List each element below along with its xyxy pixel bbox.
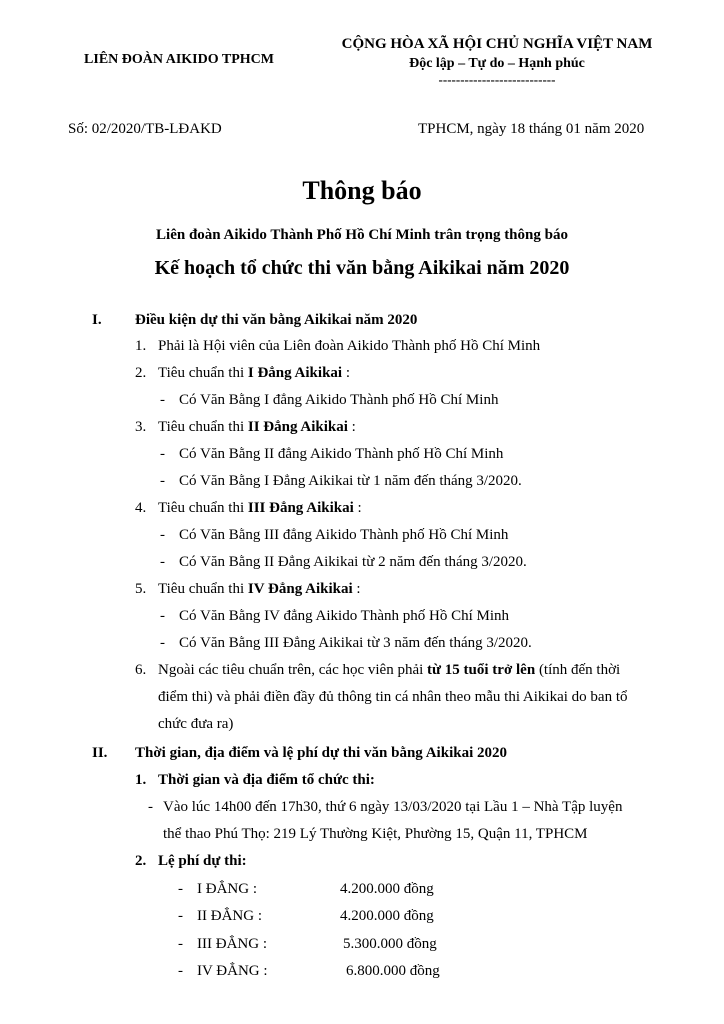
list-item-4-number: 4. (135, 500, 147, 516)
bullet: - (178, 881, 183, 897)
subsection-1-heading: Thời gian và địa điểm tổ chức thi: (158, 772, 375, 788)
bullet: - (160, 554, 165, 570)
plan-title: Kế hoạch tổ chức thi văn bằng Aikikai năm 2020 (154, 257, 570, 279)
list-item-1-text: Phải là Hội viên của Liên đoàn Aikido Thành phố Hồ Chí Minh (158, 338, 541, 354)
list-item-4-bullet-1: Có Văn Bằng III đẳng Aikido Thành phố Hồ Chí Minh (179, 527, 509, 543)
exam-time-place-line-2: thể thao Phú Thọ: 219 Lý Thường Kiệt, Phường 15, Quận 11, TPHCM (163, 826, 588, 842)
bullet: - (160, 473, 165, 489)
fee-amount: 4.200.000 đồng (340, 908, 434, 924)
list-item-6-number: 6. (135, 662, 147, 678)
subsection-1-number: 1. (135, 772, 147, 788)
subsection-2-heading: Lệ phí dự thi: (158, 853, 247, 869)
list-item-5-bullet-1: Có Văn Bằng IV đẳng Aikido Thành phố Hồ Chí Minh (179, 608, 509, 624)
list-item-4-text: Tiêu chuẩn thi III Đẳng Aikikai : (158, 500, 362, 516)
header-separator: --------------------------- (438, 72, 556, 87)
national-header (322, 35, 672, 87)
document-number: Số: 02/2020/TB-LĐAKD (68, 121, 222, 137)
list-item-6-text: Ngoài các tiêu chuẩn trên, các học viên phải từ 15 tuổi trở lên (tính đến thời (158, 662, 621, 678)
exam-time-place-line-1: Vào lúc 14h00 đến 17h30, thứ 6 ngày 13/03/2020 tại Lầu 1 – Nhà Tập luyện (163, 799, 623, 815)
bullet: - (160, 527, 165, 543)
fee-grade: I ĐẲNG : (197, 881, 257, 897)
section-2-heading: Thời gian, địa điểm và lệ phí dự thi văn bằng Aikikai 2020 (135, 745, 507, 761)
page-title: Thông báo (302, 176, 422, 205)
list-item-5-text: Tiêu chuẩn thi IV Đẳng Aikikai : (158, 581, 361, 597)
bullet: - (160, 608, 165, 624)
document-date: TPHCM, ngày 18 tháng 01 năm 2020 (418, 121, 645, 137)
list-item-4-bullet-2: Có Văn Bằng II Đẳng Aikikai từ 2 năm đến tháng 3/2020. (179, 554, 527, 570)
organization-name: LIÊN ĐOÀN AIKIDO TPHCM (84, 52, 274, 67)
country-name: CỘNG HÒA XÃ HỘI CHỦ NGHĨA VIỆT NAM (341, 36, 653, 52)
fee-amount: 4.200.000 đồng (340, 881, 434, 897)
page-subtitle: Liên đoàn Aikido Thành Phố Hồ Chí Minh trân trọng thông báo (156, 227, 568, 243)
list-item-2-number: 2. (135, 365, 147, 381)
bullet: - (148, 799, 153, 815)
fee-amount: 6.800.000 đồng (346, 963, 440, 979)
bullet: - (160, 635, 165, 651)
list-item-3-bullet-2: Có Văn Bằng I Đẳng Aikikai từ 1 năm đến tháng 3/2020. (179, 473, 522, 489)
list-item-6-line-2: điểm thi) và phải điền đầy đủ thông tin cá nhân theo mẫu thi Aikikai do ban tổ (158, 689, 628, 705)
national-motto: Độc lập – Tự do – Hạnh phúc (409, 56, 585, 71)
bullet: - (160, 392, 165, 408)
bullet: - (160, 446, 165, 462)
bullet: - (178, 936, 183, 952)
list-item-3-bullet-1: Có Văn Bằng II đẳng Aikido Thành phố Hồ Chí Minh (179, 446, 504, 462)
fee-amount: 5.300.000 đồng (343, 936, 437, 952)
list-item-3-number: 3. (135, 419, 147, 435)
fee-grade: II ĐẲNG : (197, 908, 262, 924)
list-item-2-text: Tiêu chuẩn thi I Đẳng Aikikai : (158, 365, 351, 381)
list-item-3-text: Tiêu chuẩn thi II Đẳng Aikikai : (158, 419, 356, 435)
fee-grade: III ĐẲNG : (197, 936, 267, 952)
list-item-2-bullet-1: Có Văn Bằng I đẳng Aikido Thành phố Hồ Chí Minh (179, 392, 499, 408)
list-item-5-number: 5. (135, 581, 147, 597)
list-item-5-bullet-2: Có Văn Bằng III Đẳng Aikikai từ 3 năm đến tháng 3/2020. (179, 635, 532, 651)
bullet: - (178, 908, 183, 924)
section-1-heading: Điều kiện dự thi văn bằng Aikikai năm 2020 (135, 312, 418, 328)
bullet: - (178, 963, 183, 979)
list-item-1-number: 1. (135, 338, 147, 354)
fee-grade: IV ĐẲNG : (197, 963, 268, 979)
subsection-2-number: 2. (135, 853, 147, 869)
section-2-number: II. (92, 745, 108, 761)
list-item-6-line-3: chức đưa ra) (158, 716, 234, 732)
section-1-number: I. (92, 312, 102, 328)
